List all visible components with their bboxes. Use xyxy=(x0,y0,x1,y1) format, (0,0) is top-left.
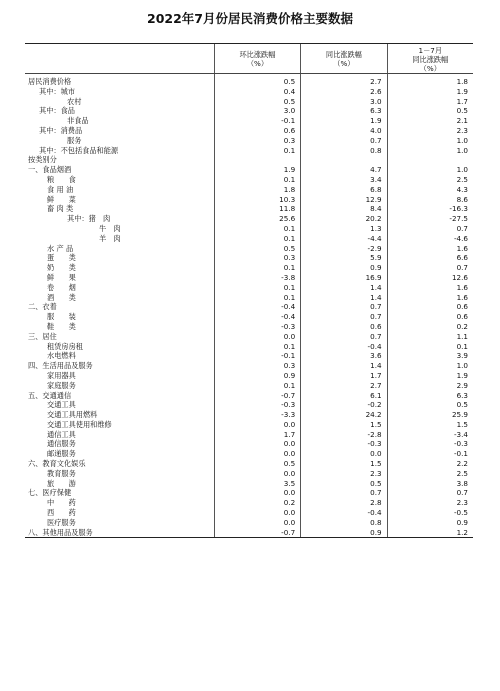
row-label: 服务 xyxy=(67,135,82,145)
row-ytd-value: -0.1 xyxy=(453,449,468,459)
row-label: 一、食品烟酒 xyxy=(28,165,72,175)
row-label: 四、生活用品及服务 xyxy=(28,361,93,371)
row-yoy-value xyxy=(301,155,386,165)
row-label: 邮递服务 xyxy=(47,449,76,459)
row-yoy-value: 6.8 xyxy=(370,184,382,194)
row-ytd-value: -4.6 xyxy=(453,233,468,243)
row-mom-value: 0.1 xyxy=(283,223,296,233)
row-ytd-value xyxy=(388,155,473,165)
row-mom-value: 0.5 xyxy=(283,96,296,106)
row-mom-value: 0.5 xyxy=(283,459,296,469)
row-label: 西 药 xyxy=(47,508,76,518)
header-ytd xyxy=(388,44,473,73)
row-ytd-value: 25.9 xyxy=(451,410,468,420)
row-yoy-value: 1.4 xyxy=(370,282,382,292)
row-label: 交通工具 xyxy=(47,400,76,410)
row-mom-value: -0.4 xyxy=(281,312,296,322)
row-mom-value: -0.1 xyxy=(281,116,296,126)
document-title: 2022年7月份居民消费价格主要数据 xyxy=(147,11,353,26)
price-data-table xyxy=(25,43,473,538)
row-yoy-value: 20.2 xyxy=(365,214,382,224)
row-label: 蛋 类 xyxy=(47,253,76,263)
row-yoy-value: 0.0 xyxy=(370,449,382,459)
row-ytd-value: -0.5 xyxy=(453,508,468,518)
header-mom-line2: （%） xyxy=(246,59,269,68)
row-yoy-value: 0.9 xyxy=(370,527,382,537)
row-yoy-value: 2.8 xyxy=(370,498,382,508)
row-ytd-value: 0.7 xyxy=(456,488,468,498)
row-yoy-value: 0.7 xyxy=(370,331,382,341)
row-ytd-value: 1.0 xyxy=(456,145,468,155)
row-label: 牛 肉 xyxy=(99,223,121,233)
row-label: 居民消费价格 xyxy=(28,77,72,86)
row-label: 卷 烟 xyxy=(47,282,76,292)
row-ytd-value: 1.1 xyxy=(456,331,468,341)
row-mom-value: 0.5 xyxy=(283,243,296,253)
row-mom-value: -0.3 xyxy=(281,321,296,331)
row-label: 其中：食品 xyxy=(39,106,75,116)
row-yoy-value: 6.3 xyxy=(370,106,382,116)
header-mom-line1: 环比涨跌幅 xyxy=(239,50,276,59)
row-ytd-value: 2.1 xyxy=(456,116,468,126)
row-mom-value: -0.1 xyxy=(281,351,296,361)
row-mom-value: 1.9 xyxy=(283,165,296,175)
row-mom-value: 0.9 xyxy=(283,370,296,380)
row-yoy-value: 2.7 xyxy=(370,77,382,86)
row-ytd-value: 1.7 xyxy=(456,96,468,106)
row-mom-value: -3.3 xyxy=(281,410,296,420)
row-ytd-value: 0.9 xyxy=(456,517,468,527)
row-mom-value: 0.0 xyxy=(283,488,296,498)
row-mom-value: -0.7 xyxy=(281,527,296,537)
row-yoy-value: 0.7 xyxy=(370,302,382,312)
row-label: 其中：城市 xyxy=(39,86,75,96)
row-mom-value: 0.4 xyxy=(283,86,296,96)
row-ytd-value: 2.2 xyxy=(456,459,468,469)
row-ytd-value: 1.6 xyxy=(456,243,468,253)
row-yoy-value: 8.4 xyxy=(370,204,382,214)
row-ytd-value: 1.5 xyxy=(456,419,468,429)
row-label: 鞋 类 xyxy=(47,321,76,331)
row-yoy-value: -0.4 xyxy=(367,508,382,518)
row-yoy-value: -0.2 xyxy=(367,400,382,410)
row-label: 通信服务 xyxy=(47,439,76,449)
row-yoy-value: 24.2 xyxy=(365,410,382,420)
row-mom-value: 0.3 xyxy=(283,361,296,371)
row-mom-value: 0.1 xyxy=(283,145,296,155)
row-yoy-value: 12.9 xyxy=(365,194,382,204)
row-mom-value: 0.0 xyxy=(283,439,296,449)
row-yoy-value: 1.4 xyxy=(370,292,382,302)
row-yoy-value: 6.1 xyxy=(370,390,382,400)
row-label: 水电燃料 xyxy=(47,351,76,361)
row-ytd-value: 4.3 xyxy=(456,184,468,194)
row-mom-value: 10.3 xyxy=(279,194,296,204)
row-yoy-value: 0.7 xyxy=(370,312,382,322)
row-label: 非食品 xyxy=(67,116,89,126)
row-label: 三、居住 xyxy=(28,331,57,341)
row-ytd-value: 1.0 xyxy=(456,135,468,145)
row-mom-value: -0.3 xyxy=(281,400,296,410)
header-yoy xyxy=(301,44,387,73)
row-ytd-value: 1.8 xyxy=(456,77,468,86)
row-mom-value: 0.3 xyxy=(283,135,296,145)
row-label: 八、其他用品及服务 xyxy=(28,527,93,537)
row-ytd-value: 1.6 xyxy=(456,292,468,302)
row-ytd-value: 1.9 xyxy=(456,370,468,380)
header-yoy-line1: 同比涨跌幅 xyxy=(325,50,362,59)
row-yoy-value: 0.6 xyxy=(370,321,382,331)
row-label: 奶 类 xyxy=(47,263,76,273)
row-mom-value: 0.0 xyxy=(283,331,296,341)
row-ytd-value: 3.9 xyxy=(456,351,468,361)
row-yoy-value: 0.8 xyxy=(370,145,382,155)
row-yoy-value: -4.4 xyxy=(367,233,382,243)
row-ytd-value: 2.3 xyxy=(456,125,468,135)
row-ytd-value: 2.5 xyxy=(456,468,468,478)
row-mom-value: 0.0 xyxy=(283,508,296,518)
row-yoy-value: 1.5 xyxy=(370,459,382,469)
row-label: 鲜 果 xyxy=(47,272,76,282)
row-yoy-value: 1.3 xyxy=(370,223,382,233)
row-mom-value: 0.2 xyxy=(283,498,296,508)
row-label: 旅 游 xyxy=(47,478,76,488)
row-label: 交通工具用燃料 xyxy=(47,410,98,420)
row-yoy-value: 0.9 xyxy=(370,263,382,273)
row-ytd-value: 2.3 xyxy=(456,498,468,508)
row-label: 中 药 xyxy=(47,498,76,508)
row-yoy-value: -2.8 xyxy=(367,429,382,439)
row-yoy-value: 3.6 xyxy=(370,351,382,361)
row-yoy-value: 3.4 xyxy=(370,174,382,184)
row-label: 其中：猪 肉 xyxy=(67,214,111,224)
row-yoy-value: 4.0 xyxy=(370,125,382,135)
row-yoy-value: 1.5 xyxy=(370,419,382,429)
row-mom-value: 25.6 xyxy=(279,214,296,224)
row-mom-value: 0.1 xyxy=(283,263,296,273)
row-mom-value: 0.6 xyxy=(283,125,296,135)
row-label: 租赁房房租 xyxy=(47,341,83,351)
row-label: 医疗服务 xyxy=(47,517,76,527)
row-mom-value: 0.0 xyxy=(283,517,296,527)
row-ytd-value: 0.2 xyxy=(456,321,468,331)
row-label: 酒 类 xyxy=(47,292,76,302)
header-item-column xyxy=(25,44,215,73)
row-mom-value: 0.1 xyxy=(283,292,296,302)
yoy-column xyxy=(301,74,387,537)
row-ytd-value: 6.6 xyxy=(456,253,468,263)
item-name-column xyxy=(25,74,215,537)
row-label: 鲜 菜 xyxy=(47,194,76,204)
row-label: 通信工具 xyxy=(47,429,76,439)
row-mom-value: 11.8 xyxy=(279,204,296,214)
row-label: 六、教育文化娱乐 xyxy=(28,459,86,469)
row-label: 家用器具 xyxy=(47,370,76,380)
row-label: 食 用 油 xyxy=(47,184,74,194)
header-ytd-line1: 1－7月 xyxy=(418,45,443,55)
row-ytd-value: 1.6 xyxy=(456,282,468,292)
row-mom-value: -0.4 xyxy=(281,302,296,312)
row-yoy-value: 4.7 xyxy=(370,165,382,175)
row-ytd-value: -3.4 xyxy=(453,429,468,439)
row-label: 教育服务 xyxy=(47,468,76,478)
row-mom-value: 3.5 xyxy=(283,478,296,488)
ytd-column xyxy=(388,74,473,537)
row-mom-value: 3.0 xyxy=(283,106,296,116)
row-ytd-value: 0.5 xyxy=(456,400,468,410)
row-ytd-value: 0.7 xyxy=(456,223,468,233)
row-yoy-value: 16.9 xyxy=(365,272,382,282)
row-ytd-value: 2.9 xyxy=(456,380,468,390)
row-label: 二、衣着 xyxy=(28,302,57,312)
row-ytd-value: -27.5 xyxy=(449,214,468,224)
row-ytd-value: 0.6 xyxy=(456,312,468,322)
row-yoy-value: 0.7 xyxy=(370,135,382,145)
row-yoy-value: 1.7 xyxy=(370,370,382,380)
row-yoy-value: 0.8 xyxy=(370,517,382,527)
row-ytd-value: 0.7 xyxy=(456,263,468,273)
row-mom-value xyxy=(215,155,300,165)
row-yoy-value: -0.3 xyxy=(367,439,382,449)
row-ytd-value: 3.8 xyxy=(456,478,468,488)
row-label: 其中：消费品 xyxy=(39,125,83,135)
row-ytd-value: -16.3 xyxy=(449,204,468,214)
row-mom-value: 1.7 xyxy=(283,429,296,439)
row-mom-value: 0.1 xyxy=(283,341,296,351)
row-ytd-value: 0.5 xyxy=(456,106,468,116)
row-ytd-value: 1.2 xyxy=(456,527,468,537)
row-label: 畜 肉 类 xyxy=(47,204,74,214)
row-ytd-value: 0.1 xyxy=(456,341,468,351)
table-header xyxy=(25,44,473,74)
row-label: 交通工具使用和维修 xyxy=(47,419,112,429)
row-ytd-value: 6.3 xyxy=(456,390,468,400)
row-ytd-value: 12.6 xyxy=(451,272,468,282)
row-yoy-value: -0.4 xyxy=(367,341,382,351)
row-mom-value: 0.1 xyxy=(283,380,296,390)
row-yoy-value: 3.0 xyxy=(370,96,382,106)
row-yoy-value: 1.9 xyxy=(370,116,382,126)
row-yoy-value: 1.4 xyxy=(370,361,382,371)
row-label: 家庭服务 xyxy=(47,380,76,390)
row-yoy-value: 0.7 xyxy=(370,488,382,498)
row-mom-value: -3.8 xyxy=(281,272,296,282)
header-ytd-line2: 同比涨跌幅 xyxy=(412,54,449,64)
row-label: 水 产 品 xyxy=(47,243,74,253)
row-mom-value: 0.0 xyxy=(283,449,296,459)
row-ytd-value: 1.0 xyxy=(456,361,468,371)
row-mom-value: 0.1 xyxy=(283,282,296,292)
row-mom-value: 0.0 xyxy=(283,419,296,429)
row-yoy-value: -2.9 xyxy=(367,243,382,253)
row-label: 按类别分 xyxy=(28,155,57,165)
row-mom-value: 0.5 xyxy=(283,77,296,86)
row-label: 粮 食 xyxy=(47,174,76,184)
row-yoy-value: 0.5 xyxy=(370,478,382,488)
header-yoy-line2: （%） xyxy=(333,59,355,68)
row-yoy-value: 5.9 xyxy=(370,253,382,263)
row-ytd-value: 1.0 xyxy=(456,165,468,175)
row-ytd-value: 2.5 xyxy=(456,174,468,184)
table-body xyxy=(25,74,473,537)
row-label: 其中：不包括食品和能源 xyxy=(39,145,119,155)
row-ytd-value: -0.3 xyxy=(453,439,468,449)
row-mom-value: 0.1 xyxy=(283,233,296,243)
row-ytd-value: 0.6 xyxy=(456,302,468,312)
row-label: 农村 xyxy=(67,96,82,106)
row-label: 七、医疗保健 xyxy=(28,488,72,498)
header-ytd-line3: （%） xyxy=(419,63,441,73)
row-ytd-value: 1.9 xyxy=(456,86,468,96)
row-label: 五、交通通信 xyxy=(28,390,72,400)
row-yoy-value: 2.6 xyxy=(370,86,382,96)
row-mom-value: 1.8 xyxy=(283,184,296,194)
row-mom-value: 0.1 xyxy=(283,174,296,184)
mom-column xyxy=(215,74,301,537)
row-mom-value: 0.3 xyxy=(283,253,296,263)
row-label: 羊 肉 xyxy=(99,233,121,243)
row-mom-value: 0.0 xyxy=(283,468,296,478)
header-mom xyxy=(215,44,301,73)
row-yoy-value: 2.3 xyxy=(370,468,382,478)
row-label: 服 装 xyxy=(47,312,76,322)
row-mom-value: -0.7 xyxy=(281,390,296,400)
row-ytd-value: 8.6 xyxy=(456,194,468,204)
row-yoy-value: 2.7 xyxy=(370,380,382,390)
